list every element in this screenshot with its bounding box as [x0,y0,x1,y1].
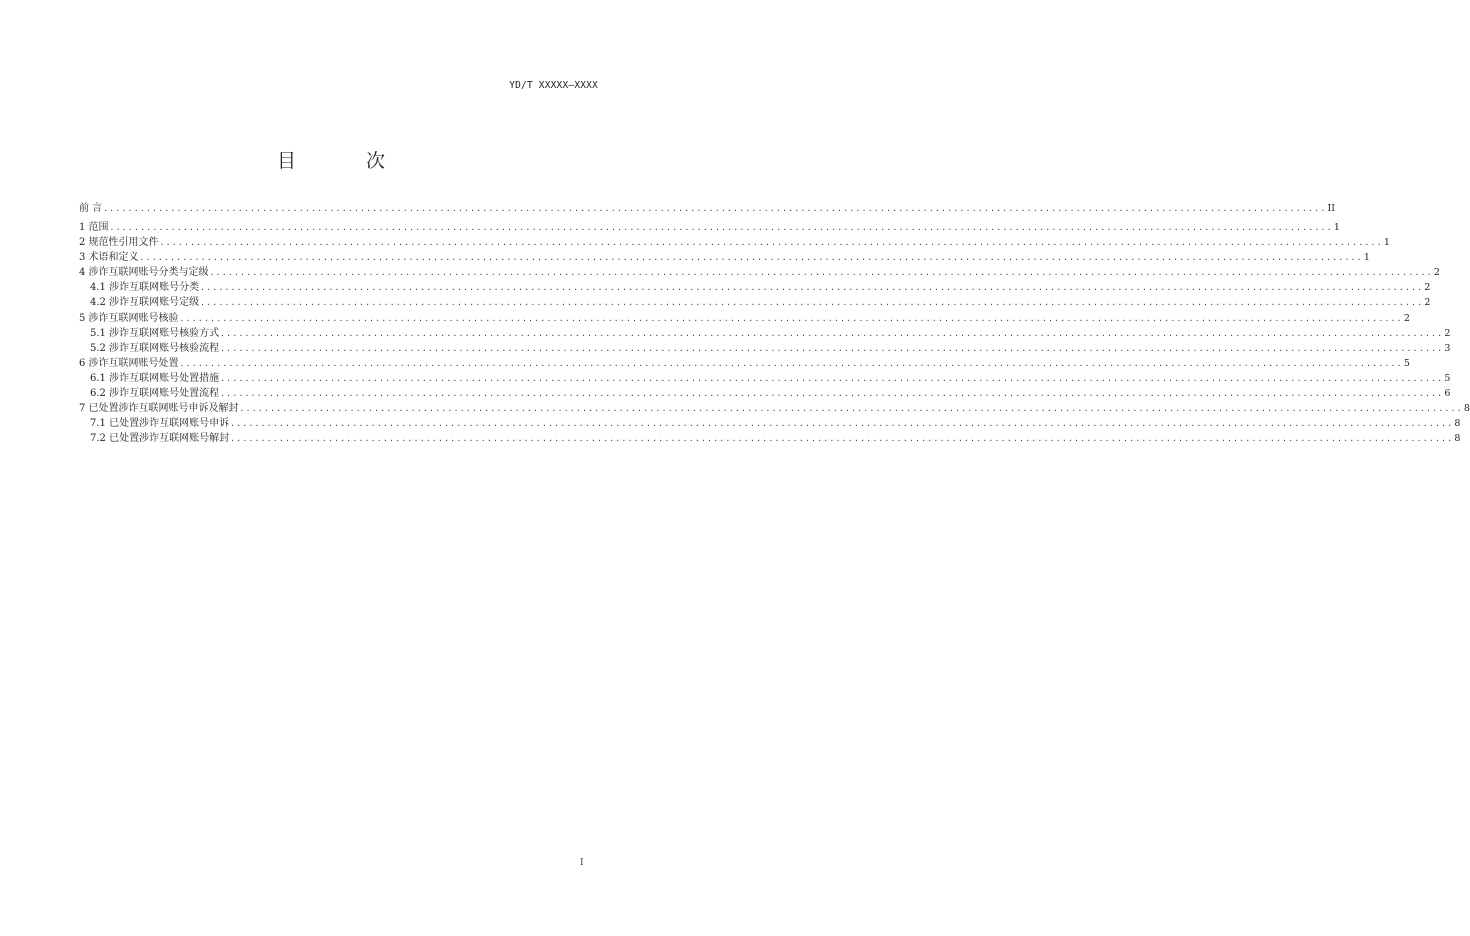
toc-entry[interactable] [79,371,1451,386]
toc-leader-dots: ........................................................................................................................................................................................................ [239,404,1463,414]
toc-entry-label: 6.1 涉诈互联网账号处置措施 [90,372,220,384]
toc-entry-page: 2 [1424,282,1431,294]
toc-entry[interactable] [79,201,1335,220]
toc-leader-dots: ........................................................................................................................................................................................................ [139,253,1363,263]
toc-entry[interactable] [79,401,1470,416]
toc-entry-page: 2 [1403,312,1410,324]
toc-title: 目 次 [276,150,418,172]
toc-entry-label: 3 术语和定义 [79,252,139,264]
toc-entry-page: II [1327,203,1335,214]
toc-leader-dots: ........................................................................................................................................................................................................ [220,328,1444,338]
document-code: YD/T XXXXX—XXXX [509,80,598,91]
toc-leader-dots: ........................................................................................................................................................................................................ [220,343,1444,353]
toc-entry-label: 6.2 涉诈互联网账号处置流程 [90,388,220,400]
toc-leader-dots: ........................................................................................................................................................................................................ [220,389,1444,399]
toc-leader-dots: ........................................................................................................................................................................................................ [220,373,1444,383]
toc-entry[interactable] [79,280,1431,295]
toc-entry-page: 2 [1424,297,1431,309]
toc-leader-dots: ........................................................................................................................................................................................................ [200,298,1424,308]
toc-entry-label: 6 涉诈互联网账号处置 [79,357,179,369]
toc-entry-page: 6 [1444,388,1451,400]
toc-entry[interactable] [79,295,1431,310]
toc-entry[interactable] [79,431,1461,446]
toc-leader-dots: ........................................................................................................................................................................................................ [230,419,1454,429]
toc-entry-page: 1 [1363,252,1370,264]
toc-entry[interactable] [79,250,1370,265]
page-number: I [580,858,584,868]
toc-entry[interactable] [79,356,1410,371]
toc-entry-page: 8 [1454,433,1461,445]
toc-entry-label: 前 言 [79,203,103,214]
toc-entry[interactable] [79,265,1440,280]
toc-entry-page: 5 [1444,372,1451,384]
toc-entry-page: 2 [1444,327,1451,339]
toc-entry[interactable] [79,220,1340,235]
toc-entry[interactable] [79,341,1451,356]
toc-entry-page: 8 [1454,418,1461,430]
toc-leader-dots: ........................................................................................................................................................................................................ [200,283,1424,293]
toc-entry[interactable] [79,326,1451,341]
toc-entry-label: 7.2 已处置涉诈互联网账号解封 [90,433,230,445]
toc-leader-dots: ........................................................................................................................................................................................................ [109,223,1333,232]
toc-leader-dots: ........................................................................................................................................................................................................ [230,434,1454,444]
toc-entry-page: 8 [1463,403,1470,415]
toc-entry-label: 5 涉诈互联网账号核验 [79,312,179,324]
toc-entry-page: 5 [1403,357,1410,369]
toc-entry-label: 2 规范性引用文件 [79,237,159,249]
toc-entry[interactable] [79,235,1390,250]
toc-entry[interactable] [79,311,1410,326]
toc-entry-label: 5.2 涉诈互联网账号核验流程 [90,342,220,354]
toc-entry-label: 1 范围 [79,222,109,233]
toc-entry-label: 4.2 涉诈互联网账号定级 [90,297,200,309]
toc-entry-page: 1 [1383,237,1390,249]
toc-leader-dots: ........................................................................................................................................................................................................ [179,358,1403,368]
toc-entry-page: 2 [1433,267,1440,279]
toc-leader-dots: ........................................................................................................................................................................................................ [209,268,1433,278]
toc-entry-label: 7 已处置涉诈互联网账号申诉及解封 [79,403,239,415]
toc-entry-page: 3 [1444,342,1451,354]
toc-entry-page: 1 [1333,222,1340,233]
toc-entry-label: 7.1 已处置涉诈互联网账号申诉 [90,418,230,430]
toc-entry[interactable] [79,416,1461,431]
toc-leader-dots: ........................................................................................................................................................................................................ [179,313,1403,323]
toc-leader-dots: ........................................................................................................................................................................................................ [103,204,1327,213]
toc-entry[interactable] [79,386,1451,401]
toc-entry-label: 5.1 涉诈互联网账号核验方式 [90,327,220,339]
toc-entry-label: 4.1 涉诈互联网账号分类 [90,282,200,294]
toc-entry-label: 4 涉诈互联网账号分类与定级 [79,267,209,279]
toc-leader-dots: ........................................................................................................................................................................................................ [159,238,1383,248]
table-of-contents [79,201,1470,446]
